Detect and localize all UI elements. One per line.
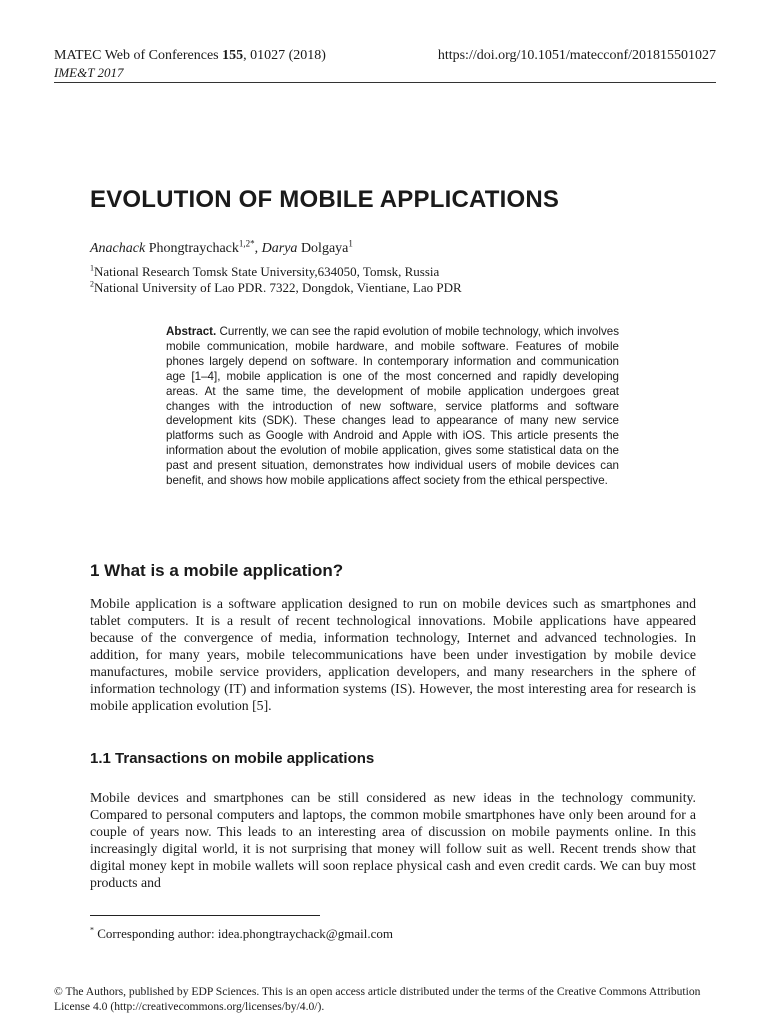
author2-last-name: Dolgaya	[297, 241, 349, 256]
subsection-paragraph: Mobile devices and smartphones can be still considered as new ideas in the technology community. Compared to personal computers and laptops, the common mobile smartphones have only been around for a couple of years now. This leads to an interesting area of discussion on mobile payments online. In this increasingly digital world, it is not surprising that money will follow suit as well. Recent trends show that digital money kept in mobile wallets will soon replace physical cash and even credit cards. We can buy most products and	[90, 790, 696, 890]
abstract-text: Currently, we can see the rapid evolution of mobile technology, which involves mobile communication, mobile hardware, and mobile software. Features of mobile phones largely depend on software. In contemporary information and communication age [1–4], mobile application is one of the most concerned and rapidly developing areas. At the same time, the development of mobile application undergoes great changes with the introduction of new software, service platforms and software development kits (SDK). These changes lead to appearance of many new service platforms such as Google with Android and Apple with iOS. This article presents the information about the evolution of mobile application, gives some statistical data on the past and present situation, demonstrates how individual users of mobile devices can benefit, and shows how mobile applications affect society from the ethical perspective.	[166, 325, 619, 488]
footnote-text: Corresponding author: idea.phongtraychack@gmail.com	[94, 926, 393, 941]
article-number: , 01027 (2018)	[243, 48, 326, 63]
author-line	[90, 240, 353, 258]
author1-last-name: Phongtraychack	[145, 241, 239, 256]
section-paragraph: Mobile application is a software application designed to run on mobile devices such as smartphones and tablet computers. It is a result of recent technological innovations. Mobile applications have appeared because of the convergence of media, information technology, Internet and advanced technologies. In addition, for many years, mobile telecommunications have been under investigation by mobile device manufactures, mobile service providers, application developers, and many researchers in the sphere of information technology (IT) and information systems (IS). However, the most interesting area for research is mobile application evolution [5].	[90, 596, 696, 713]
author-separator: ,	[254, 241, 262, 256]
footnote-mark: *	[90, 925, 94, 935]
section-heading: 1 What is a mobile application?	[90, 561, 344, 580]
affiliation-2	[90, 279, 462, 296]
subsection-heading: 1.1 Transactions on mobile applications	[90, 750, 375, 767]
conference-name: IME&T 2017	[54, 65, 124, 80]
author1-affiliation-mark: 1,2*	[238, 238, 255, 249]
affiliation-1-text: National Research Tomsk State University,634050, Tomsk, Russia	[94, 264, 440, 279]
affiliation-2-text: National University of Lao PDR. 7322, Dongdok, Vientiane, Lao PDR	[94, 280, 462, 295]
journal-citation	[54, 47, 326, 65]
doi-link[interactable]: https://doi.org/10.1051/matecconf/201815501027	[437, 48, 716, 63]
author2-first-name: Darya	[261, 241, 298, 256]
footnote	[90, 925, 393, 942]
affiliation-2-mark: 2	[90, 279, 94, 289]
journal-volume: 155	[222, 48, 244, 63]
header-divider	[54, 82, 716, 83]
author1-first-name: Anachack	[90, 241, 146, 256]
abstract	[166, 325, 619, 489]
paper-title: EVOLUTION OF MOBILE APPLICATIONS	[90, 186, 560, 213]
affiliation-1	[90, 263, 439, 280]
journal-name: MATEC Web of Conferences	[54, 48, 223, 63]
license-notice: © The Authors, published by EDP Sciences. This is an open access article distributed under the terms of the Creative Commons Attribution License 4.0 (http://creativecommons.org/licenses/by/4.0/).	[54, 985, 701, 1013]
abstract-label: Abstract.	[166, 325, 217, 338]
author2-affiliation-mark: 1	[348, 238, 353, 249]
affiliation-1-mark: 1	[90, 263, 94, 273]
footnote-divider	[90, 915, 320, 916]
